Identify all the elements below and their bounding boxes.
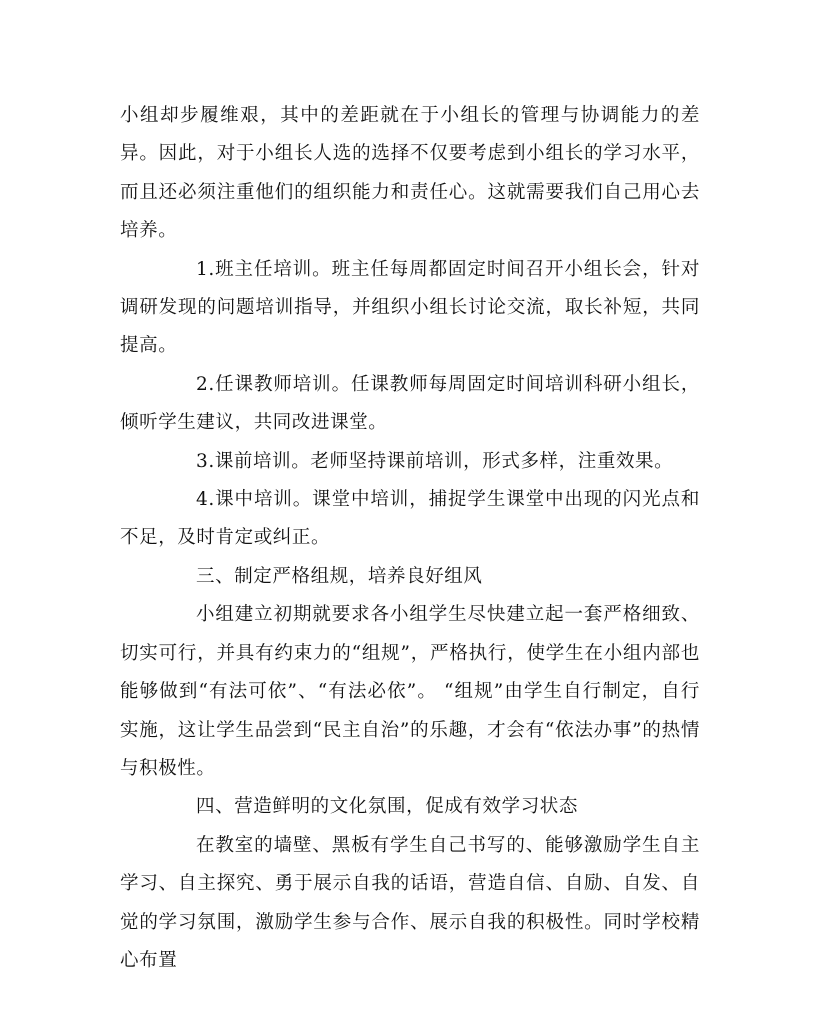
- section-heading-group-rules: 三、制定严格组规，培养良好组风: [196, 565, 483, 587]
- paragraph-group-rules: 小组建立初期就要求各小组学生尽快建立起一套严格细致、切实可行，并具有约束力的“组规”，严格执行，使学生在小组内部也能够做到“有法可依”、“有法必依”。 “组规”由学生自行制定，自行实施，这让学生品尝到“民主自治”的乐趣，才会有“依法办事”的热情与积极性。: [120, 604, 700, 779]
- document-body: [120, 97, 700, 980]
- paragraph-pre-class-training: 3.课前培训。老师坚持课前培训，形式多样，注重效果。: [196, 450, 674, 472]
- paragraph-continuation: 小组却步履维艰，其中的差距就在于小组长的管理与协调能力的差异。因此，对于小组长人选的选择不仅要考虑到小组长的学习水平，而且还必须注重他们的组织能力和责任心。这就需要我们自己用心去培养。: [120, 105, 700, 242]
- paragraph-class-teacher-training: 1.班主任培训。班主任每周都固定时间召开小组长会，针对调研发现的问题培训指导，并组织小组长讨论交流，取长补短，共同提高。: [120, 258, 700, 357]
- paragraph-classroom-culture: 在教室的墙壁、黑板有学生自己书写的、能够激励学生自主学习、自主探究、勇于展示自我的话语，营造自信、自励、自发、自觉的学习氛围，激励学生参与合作、展示自我的积极性。同时学校精心布置: [120, 834, 700, 971]
- paragraph-subject-teacher-training: 2.任课教师培训。任课教师每周固定时间培训科研小组长，倾听学生建议，共同改进课堂。: [120, 373, 700, 434]
- section-heading-culture-atmosphere: 四、营造鲜明的文化氛围，促成有效学习状态: [196, 796, 579, 818]
- paragraph-in-class-training: 4.课中培训。课堂中培训，捕捉学生课堂中出现的闪光点和不足，及时肯定或纠正。: [120, 489, 700, 549]
